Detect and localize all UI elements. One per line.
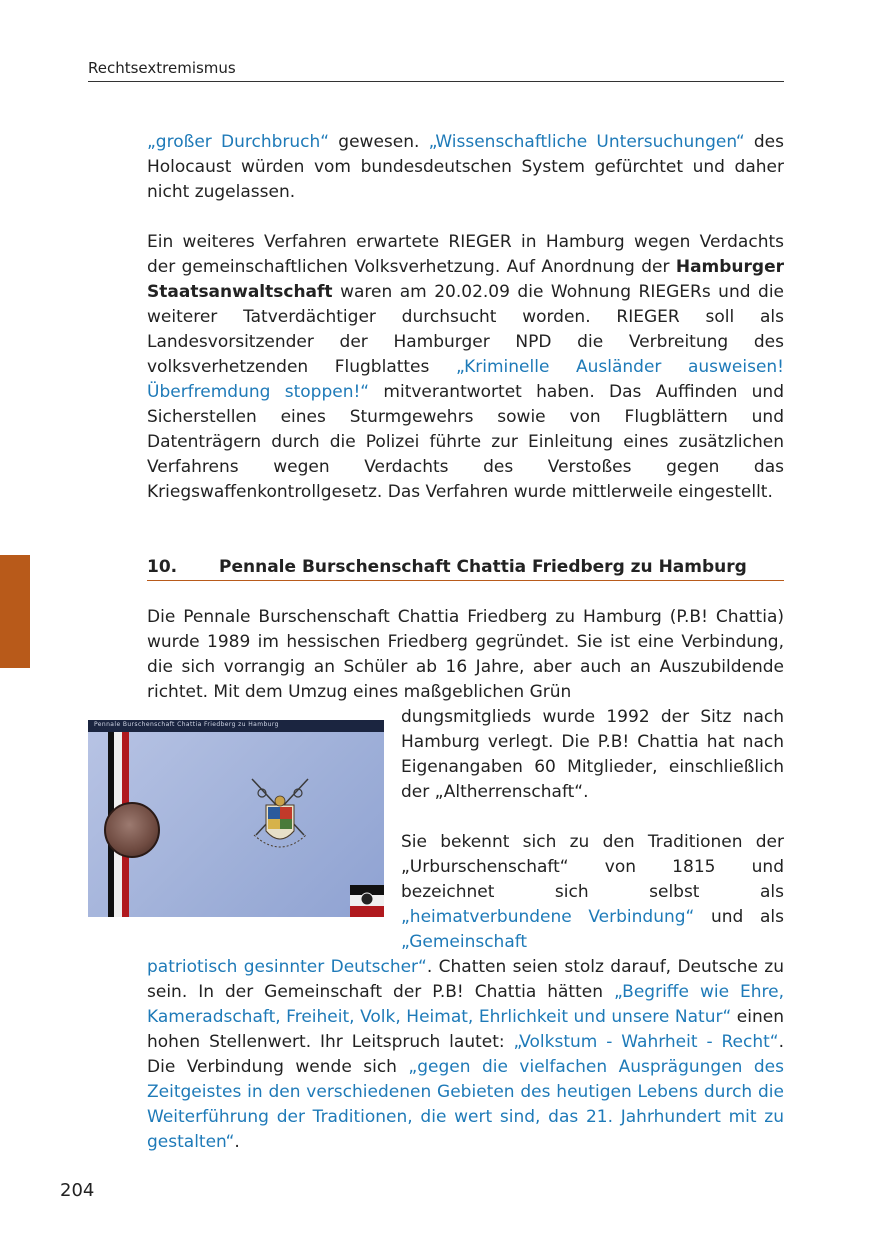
text: des Holocaust würden vom bundesdeutschen System gefürchtet und daher nicht zugelassen.	[147, 132, 784, 202]
text: . Chatten seien stolz darauf, Deutsche zu sein. In der Gemeinschaft der P.B! Chattia hätten	[147, 957, 784, 1002]
paragraph-traditionen-continued	[147, 955, 784, 1155]
banner-title: Pennale Burschenschaft Chattia Friedberg zu Hamburg	[94, 721, 279, 728]
paragraph-gruendung	[147, 605, 784, 705]
quote-gemeinschaft-end: patriotisch gesinnter Deutscher“	[147, 957, 427, 977]
text: Sie bekennt sich zu den Traditionen der „Urburschenschaft“ von 1815 und bezeichnet sich selbst als	[401, 832, 784, 902]
paragraph-mitglieder: dungsmitglieds wurde 1992 der Sitz nach Hamburg verlegt. Die P.B! Chattia hat nach Eigenangaben 60 Mitglieder, einschließlich der „Altherrenschaft“.	[401, 707, 784, 802]
section-number: 10.	[147, 557, 178, 577]
quote-flugblatt: „Kriminelle Ausländer ausweisen! Überfremdung stoppen!“	[147, 357, 784, 402]
text: Ein weiteres Verfahren erwartete RIEGER in Hamburg wegen Verdachts der gemeinschaftlichen Volksverhetzung. Auf Anordnung der	[147, 232, 784, 277]
text: einen hohen Stellenwert. Ihr Leitspruch lautet:	[147, 1007, 784, 1052]
text: und als	[694, 907, 784, 927]
banner-title-strip	[88, 720, 384, 732]
section-heading	[147, 555, 784, 581]
quote-wissenschaftliche-untersuchungen: „Wissenschaftliche Untersuchungen“	[428, 132, 745, 152]
medal-emblem	[104, 802, 160, 858]
page-number: 204	[60, 1180, 95, 1201]
quote-leitspruch: „Volkstum - Wahrheit - Recht“	[513, 1032, 779, 1052]
flag-corner-emblem	[350, 885, 384, 917]
quote-grosser-durchbruch: „großer Durchbruch“	[147, 132, 330, 152]
text: waren am 20.02.09 die Wohnung RIEGERs und die weiterer Tatverdächtiger durchsucht worden. RIEGER soll als Landesvorsitzender der Hamburger NPD die Verbreitung des volksverhetzenden Flugblattes	[147, 282, 784, 377]
paragraph-text: Die Pennale Burschenschaft Chattia Friedberg zu Hamburg (P.B! Chattia) wurde 1989 im hessischen Friedberg gegründet. Sie ist eine Verbindung, die sich vorrangig an Schüler ab 16 Jahre, aber auch an Auszubildende richtet. Mit dem Umzug eines maßgeblichen Grün	[147, 607, 784, 702]
paragraph-holocaust	[147, 130, 784, 205]
bold-staatsanwaltschaft: Hamburger Staatsanwaltschaft	[147, 257, 784, 302]
quote-heimatverbunden: „heimatverbundene Verbindung“	[401, 907, 695, 927]
running-head: Rechtsextremismus	[88, 59, 236, 77]
chapter-tab-marker	[0, 555, 30, 668]
quote-zeitgeist: „gegen die vielfachen Ausprägungen des Zeitgeistes in den verschiedenen Gebieten des heutigen Lebens durch die Weiterführung der Traditionen, die wert sind, das 21. Jahrhundert mit zu gestalten“	[147, 1057, 785, 1152]
text: . Die Verbindung wende sich	[147, 1032, 784, 1077]
text: .	[234, 1132, 240, 1152]
paragraph-traditionen	[401, 830, 784, 955]
burschenschaft-banner-image	[88, 720, 384, 917]
quote-gemeinschaft: „Gemeinschaft	[401, 932, 528, 952]
section-title: Pennale Burschenschaft Chattia Friedberg zu Hamburg	[219, 557, 747, 577]
paragraph-verfahren	[147, 230, 784, 505]
quote-begriffe: „Begriffe wie Ehre, Kameradschaft, Freiheit, Volk, Heimat, Ehrlichkeit und unsere Natur“	[147, 982, 784, 1027]
header-rule	[88, 81, 784, 82]
text: mitverantwortet haben. Das Auffinden und Sicherstellen eines Sturmgewehrs sowie von Flugblättern und Datenträgern durch die Polizei führte zur Einleitung eines zusätzlichen Verfahrens wegen Verdachts des Verstoßes gegen das Kriegswaffenkontrollgesetz. Das Verfahren wurde mittlerweile eingestellt.	[147, 382, 784, 502]
coat-of-arms-icon	[248, 775, 312, 859]
text: gewesen.	[329, 132, 429, 152]
